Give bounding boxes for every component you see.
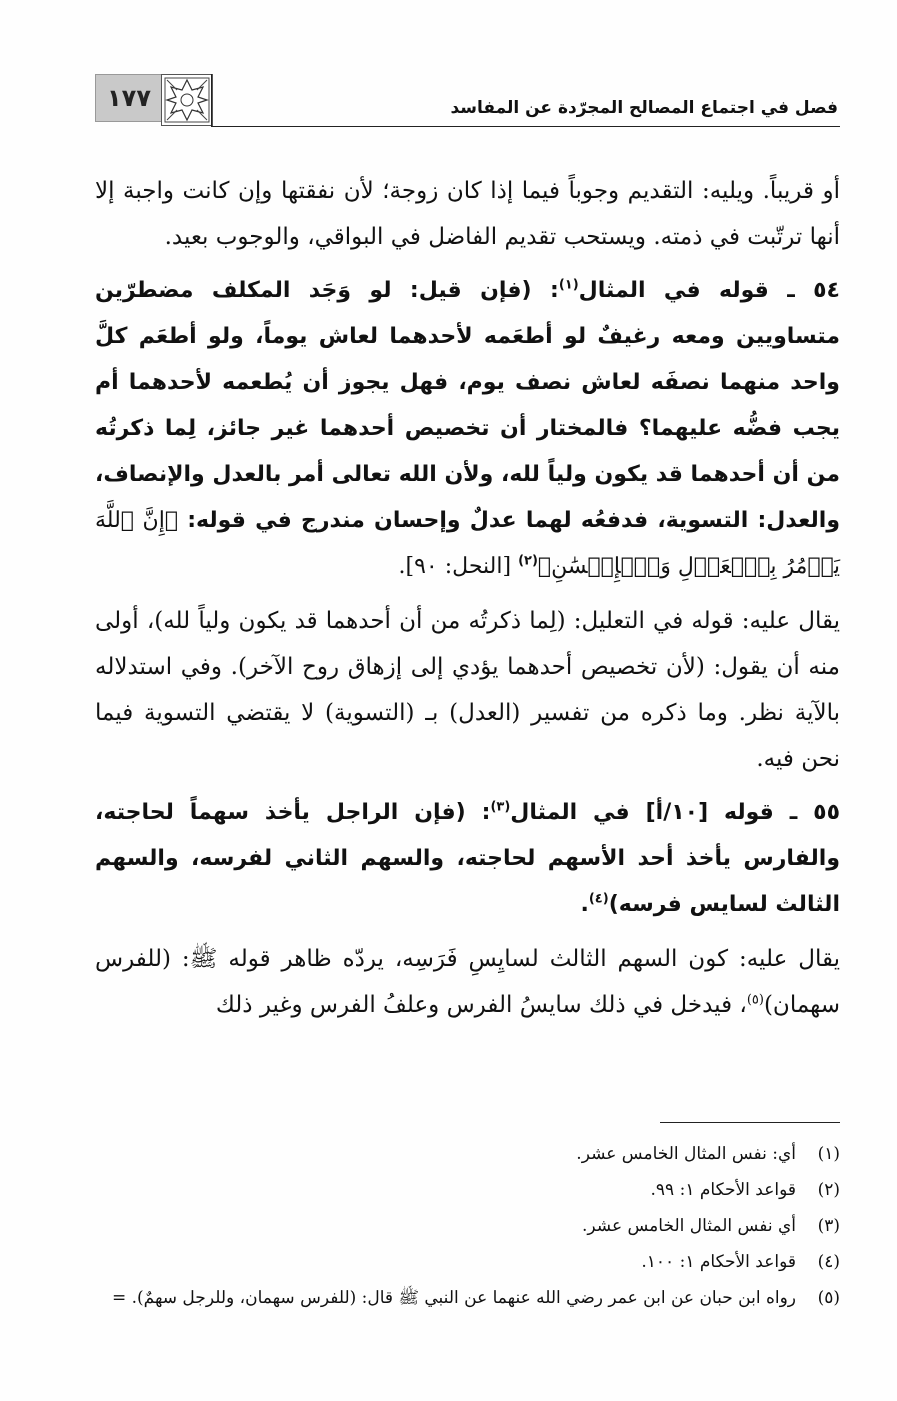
footnote-number: (١) [817, 1144, 840, 1164]
footnote-number: (٥) [817, 1288, 840, 1308]
footnote-text: رواه ابن حبان عن ابن عمر رضي الله عنهما عن النبي ﷺ قال: (للفرس سهمان، وللرجل سهمٌ). = [111, 1288, 796, 1308]
footnote-ref: (٤) [588, 891, 609, 907]
header-vertical-rule [211, 74, 212, 126]
footnote-ref: (٣) [490, 799, 511, 815]
footnote-text: أي: نفس المثال الخامس عشر. [576, 1144, 796, 1164]
main-text [95, 168, 840, 1036]
header-rule [211, 126, 840, 127]
paragraph-text: يقال عليه: قوله في التعليل: (لِما ذكرتُه من أن أحدهما قد يكون ولياً لله)، أولى منه أن يقول: (لأن تخصيص أحدهما يؤدي إلى إزهاق روح الآخر). وفي استدلاله بالآية نظر. وما ذكره من تفسير (العدل) بـ (التسوية) لا يقتضي التسوية فيما نحن فيه. [95, 608, 840, 772]
footnote-ref: (١) [558, 277, 579, 293]
paragraph-tail: ، فيدخل في ذلك سايسُ الفرس وعلفُ الفرس وغير ذلك [215, 992, 747, 1018]
chapter-title: فصل في اجتماع المصالح المجرّدة عن المفاسد [450, 98, 838, 118]
paragraph [95, 168, 840, 260]
footnote-text: قواعد الأحكام ١: ٩٩. [650, 1180, 796, 1200]
footnote-item [60, 1280, 840, 1316]
footnote-number: (٣) [817, 1216, 840, 1236]
quran-verse: ﴿إِنَّ ٱللَّهَ يَأۡمُرُ بِٱلۡعَدۡلِ وَٱلۡإِحۡسَٰنِ﴾ [95, 508, 840, 579]
paragraph [95, 936, 840, 1028]
footnote-item [60, 1136, 840, 1172]
footnote-ref: (٥) [746, 992, 764, 1008]
footnote-text: قواعد الأحكام ١: ١٠٠. [641, 1252, 796, 1272]
ornament-icon [161, 74, 213, 126]
paragraph [95, 790, 840, 928]
paragraph-text: أو قريباً. ويليه: التقديم وجوباً فيما إذا كان زوجة؛ لأن نفقتها وإن كانت واجبة إلا أنها ترتّبت في ذمته. ويستحب تقديم الفاضل في البواقي، والوجوب بعيد. [95, 178, 840, 250]
paragraph-text: : (فإن الراجل يأخذ سهماً لحاجته، والفارس يأخذ أحد الأسهم لحاجته، والسهم الثاني لفرسه، والسهم الثالث لسايس فرسه) [95, 800, 840, 917]
footnote-number: (٢) [817, 1180, 840, 1200]
paragraph-tail: . [580, 892, 589, 917]
paragraph-text: : (فإن قيل: لو وَجَد المكلف مضطرّين متساويين ومعه رغيفٌ لو أطعَمه لأحدهما لعاش يوماً، ولو أطعَم كلَّ واحد منهما نصفَه لعاش نصف يوم، فهل يجوز أن يُطعمه لأحدهما أم يجب فضُّه عليهما؟ فالمختار أن تخصيص أحدهما غير جائز، لِما ذكرتُه من أن أحدهما قد يكون ولياً لله، ولأن الله تعالى أمر بالعدل والإنصاف، والعدل: التسوية، فدفعُه لهما عدلٌ وإحسان مندرج في قوله: [95, 278, 840, 533]
paragraph-text: يقال عليه: كون السهم الثالث لسايِسِ فَرَسِه، يردّه ظاهر قوله ﷺ: (للفرس سهمان) [95, 946, 840, 1018]
paragraph-lead: ٥٤ ـ قوله في المثال [578, 278, 840, 303]
page-number: ١٧٧ [95, 74, 163, 122]
footnote-text: أي نفس المثال الخامس عشر. [582, 1216, 796, 1236]
paragraph [95, 598, 840, 782]
page-header [95, 74, 840, 130]
footnote-item [60, 1172, 840, 1208]
paragraph-lead: ٥٥ ـ قوله [١٠/أ] في المثال [510, 800, 840, 825]
footnote-separator [660, 1122, 840, 1123]
footnote-item [60, 1244, 840, 1280]
footnote-item [60, 1208, 840, 1244]
footnote-ref: (٢) [518, 553, 538, 569]
footnote-number: (٤) [817, 1252, 840, 1272]
paragraph [95, 268, 840, 590]
verse-citation: [النحل: ٩٠]. [398, 554, 519, 579]
footnotes [60, 1136, 840, 1316]
